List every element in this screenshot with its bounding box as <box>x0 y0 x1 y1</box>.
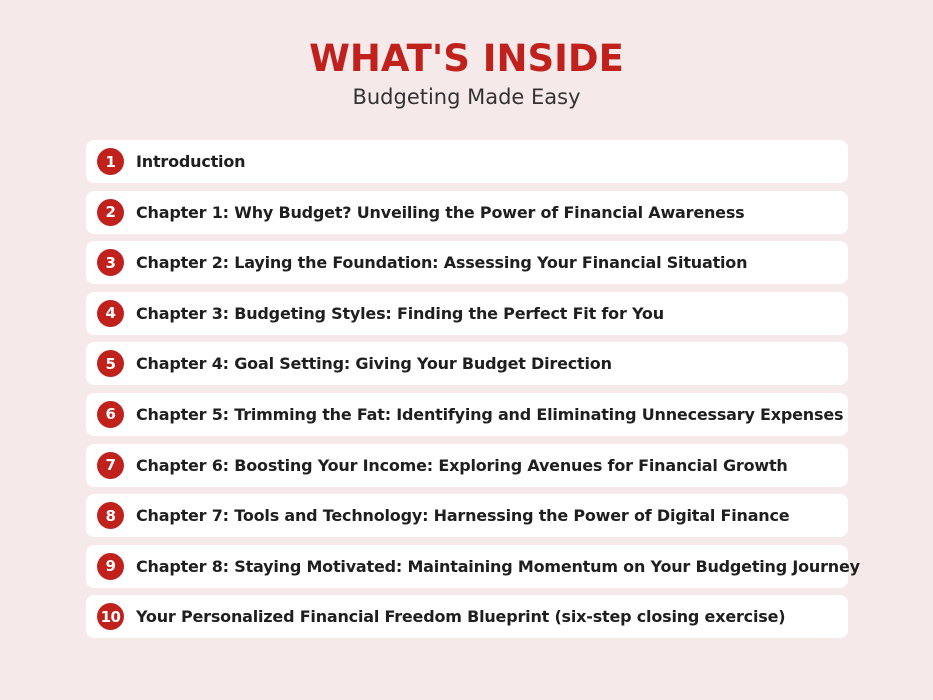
toc-item-chapter-1 <box>86 191 848 234</box>
number-badge: 4 <box>97 300 124 327</box>
toc-item-label: Chapter 1: Why Budget? Unveiling the Power of Financial Awareness <box>136 202 745 222</box>
toc-item-chapter-3 <box>86 292 848 335</box>
number-badge: 5 <box>97 350 124 377</box>
toc-item-label: Chapter 2: Laying the Foundation: Assessing Your Financial Situation <box>136 253 748 273</box>
number-badge: 6 <box>97 401 124 428</box>
page-header <box>0 36 933 112</box>
toc-item-label: Chapter 6: Boosting Your Income: Exploring Avenues for Financial Growth <box>136 455 788 475</box>
page-title: WHAT'S INSIDE <box>309 37 624 80</box>
table-of-contents <box>86 140 860 646</box>
toc-item-label: Chapter 7: Tools and Technology: Harnessing the Power of Digital Finance <box>136 506 790 526</box>
toc-item-label: Chapter 4: Goal Setting: Giving Your Budget Direction <box>136 354 612 374</box>
toc-item-label: Chapter 8: Staying Motivated: Maintaining Momentum on Your Budgeting Journey <box>136 556 860 576</box>
toc-item-chapter-7 <box>86 494 848 537</box>
number-badge: 3 <box>97 249 124 276</box>
number-badge: 10 <box>97 603 124 630</box>
number-badge: 8 <box>97 502 124 529</box>
toc-item-introduction <box>86 140 848 183</box>
toc-item-label: Chapter 3: Budgeting Styles: Finding the Perfect Fit for You <box>136 303 664 323</box>
number-badge: 9 <box>97 553 124 580</box>
toc-item-label: Introduction <box>136 152 246 171</box>
page-subtitle: Budgeting Made Easy <box>352 85 581 109</box>
number-badge: 7 <box>97 452 124 479</box>
toc-item-chapter-6 <box>86 444 848 487</box>
toc-item-chapter-2 <box>86 241 848 284</box>
toc-item-label: Your Personalized Financial Freedom Blueprint (six-step closing exercise) <box>136 607 786 627</box>
toc-item-chapter-4 <box>86 342 848 385</box>
number-badge: 1 <box>97 148 124 175</box>
toc-item-chapter-5 <box>86 393 848 436</box>
toc-item-label: Chapter 5: Trimming the Fat: Identifying and Eliminating Unnecessary Expenses <box>136 404 844 424</box>
toc-item-blueprint <box>86 595 848 638</box>
number-badge: 2 <box>97 199 124 226</box>
toc-item-chapter-8 <box>86 545 860 588</box>
